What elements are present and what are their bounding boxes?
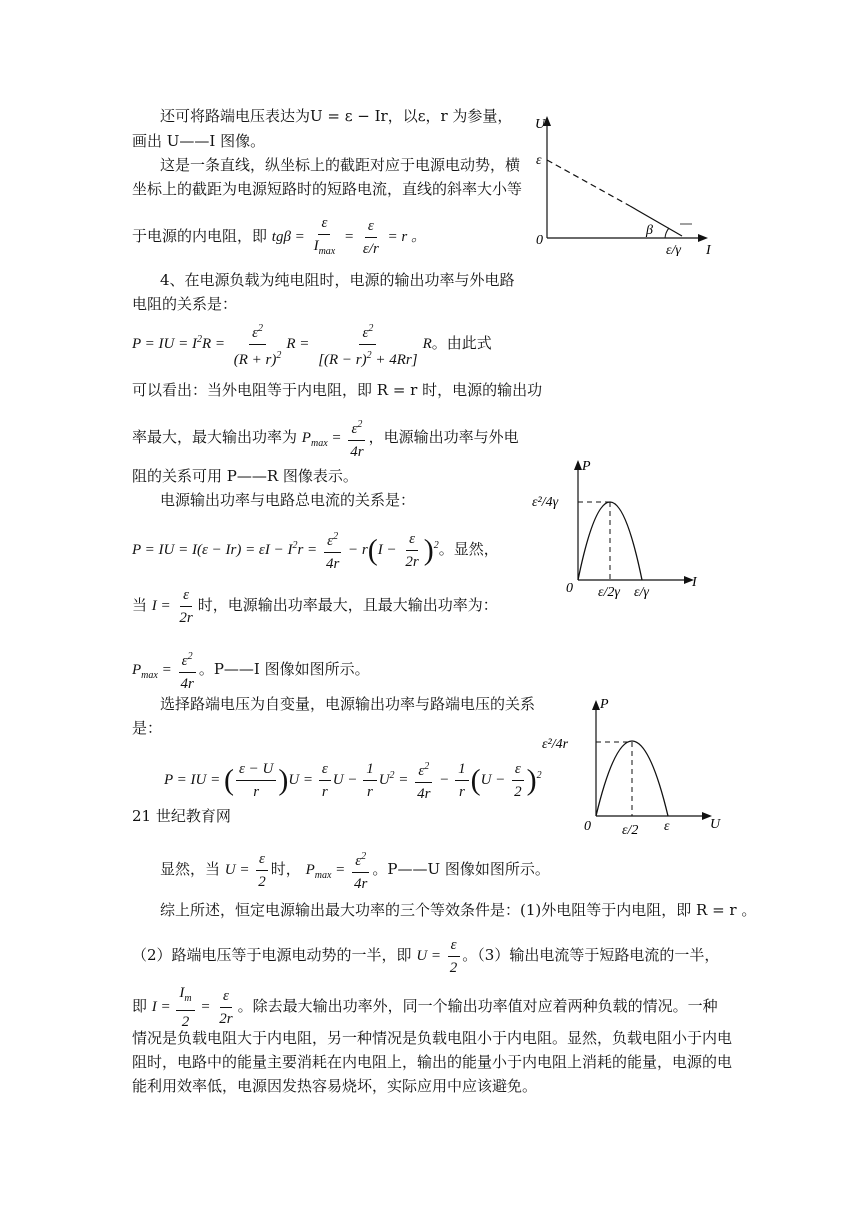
fig1-x-axis-label: I xyxy=(706,243,711,256)
summary-line-2-text: （2）路端电压等于电源电动势的一半，即 xyxy=(132,945,412,964)
fig2-mid: ε/2γ xyxy=(598,585,620,600)
text-line-l: 是： xyxy=(132,719,163,737)
figure-p-u xyxy=(538,694,728,840)
summary-line-6: 能利用效率低，电源因发热容易烧坏，实际应用中应该避免。 xyxy=(132,1077,538,1095)
fig3-peak: ε²/4r xyxy=(542,737,569,752)
formula-p-r: P = IU = $I^2R$ = $\frac{\varepsilon^2}{(R + r)^2}$ R = $\frac{\varepsilon^2}{[(R - r)^2 + 4Rr]}$ R。由此式 xyxy=(132,318,492,371)
fig2-x-axis-label: I xyxy=(692,575,697,590)
intro-line-2: 画出 U——I 图像。 xyxy=(132,132,266,150)
text-line-m: 显然，当 U = $\frac{\varepsilon}{2}$ 时， $P_{max}$ = $\frac{\varepsilon^2}{4r}$ 。P——U 图像如图所示。 xyxy=(160,846,550,895)
fig3-origin: 0 xyxy=(584,819,591,834)
text-line-i-text: 当 xyxy=(132,595,148,614)
p4-line-2: 电阻的关系是： xyxy=(132,295,238,313)
text-line-h-tail: 。显然， xyxy=(438,539,499,558)
summary-line-2: （2）路端电压等于电源电动势的一半，即 U = $\frac{\varepsilon}{2}$ 。（3）输出电流等于短路电流的一半， xyxy=(132,934,719,979)
text-line-c xyxy=(132,212,426,263)
fig3-y-axis-label: P xyxy=(600,697,609,712)
fig2-end: ε/γ xyxy=(634,585,649,600)
p4-line-1: 4、在电源负载为纯电阻时，电源的输出功率与外电路 xyxy=(160,271,515,289)
text-line-d: 可以看出：当外电阻等于内电阻，即 R = r 时，电源的输出功 xyxy=(132,381,543,399)
fig3-mid: ε/2 xyxy=(622,823,639,838)
text-line-m-tail: 。P——U 图像如图所示。 xyxy=(372,859,550,878)
text-line-f: 阻的关系可用 P——R 图像表示。 xyxy=(132,467,358,485)
watermark-text: 21 世纪教育网 xyxy=(132,807,231,825)
fig3-x-axis-label: U xyxy=(710,817,721,832)
intro-line-1: 还可将路端电压表达为U = ε − Ir，以ε，r 为参量， xyxy=(160,107,513,125)
fig2-y-axis-label: P xyxy=(582,459,591,474)
formula-p-i: P = IU = $I(\varepsilon - Ir) = \varepsilon I - I^2r$ = $\frac{\varepsilon^2}{4r}$ − r(I − $\frac{\varepsilon}{2r}$ )$^2$。显然， xyxy=(132,526,499,575)
summary-line-5: 阻时，电路中的能量主要消耗在内电阻上，输出的能量小于内电阻上消耗的能量，电源的电 xyxy=(132,1053,733,1071)
text-line-e-text: 率最大，最大输出功率为 xyxy=(132,427,298,446)
text-line-m-text: 显然，当 xyxy=(160,859,221,878)
text-line-c-text: 于电源的内电阻，即 xyxy=(132,226,268,245)
figure-u-i xyxy=(530,108,720,256)
fig1-origin: 0 xyxy=(536,233,543,248)
summary-line-3-text: 即 xyxy=(132,996,148,1015)
text-line-i: 当 I = $\frac{\varepsilon}{2r}$ 时，电源输出功率最大，且最大输出功率为： xyxy=(132,584,498,629)
summary-line-3-tail: 。除去最大输出功率外，同一个输出功率值对应着两种负载的情况。一种 xyxy=(237,996,718,1015)
fig1-angle: β xyxy=(646,223,653,238)
fig1-x-intercept: ε/γ xyxy=(666,243,681,256)
text-line-g: 电源输出功率与电路总电流的关系是： xyxy=(160,491,416,509)
text-line-j-tail: 。P——I 图像如图所示。 xyxy=(198,659,370,678)
text-line-m-mid: 时， xyxy=(270,859,301,878)
summary-line-4: 情况是负载电阻大于内电阻，另一种情况是负载电阻小于内电阻。显然，负载电阻小于内电 xyxy=(132,1029,733,1047)
summary-line-1: 综上所述，恒定电源输出最大功率的三个等效条件是：(1)外电阻等于内电阻，即 R = r 。 xyxy=(160,901,757,919)
fig2-origin: 0 xyxy=(566,581,573,596)
summary-line-2-tail: 。（3）输出电流等于短路电流的一半， xyxy=(462,945,720,964)
figure-p-i xyxy=(530,452,710,604)
text-line-e: 率最大，最大输出功率为 $P_{max}$ = $\frac{\varepsilon^2}{4r}$ ，电源输出功率与外电 xyxy=(132,414,519,463)
formula-p-u: P = IU = ( $\frac{\varepsilon - U}{r}$ )U = $\frac{\varepsilon}{r}$ U − $\frac{1}{r}$ $U^2$ = $\frac{\varepsilon^2}{4r}$ − $\frac{1}{r}$ (U − $\frac{\varepsilon}{2}$ )$^2$ xyxy=(164,756,542,805)
summary-line-3: 即 I = $\frac{I_m}{2}$ = $\frac{\varepsilon}{2r}$ 。除去最大输出功率外，同一个输出功率值对应着两种负载的情况。一种 xyxy=(132,982,718,1033)
fig1-y-axis-label: U xyxy=(535,117,546,132)
text-line-a: 这是一条直线，纵坐标上的截距对应于电源电动势，横 xyxy=(160,156,521,174)
text-line-j: $P_{max}$ = $\frac{\varepsilon^2}{4r}$ 。P——I 图像如图所示。 xyxy=(132,646,370,695)
text-line-b: 坐标上的截距为电源短路时的短路电流，直线的斜率大小等 xyxy=(132,180,523,198)
text-line-k: 选择路端电压为自变量，电源输出功率与路端电压的关系 xyxy=(160,695,536,713)
text-line-i-tail: 时，电源输出功率最大，且最大输出功率为： xyxy=(197,595,498,614)
fig3-end: ε xyxy=(664,819,670,834)
text-line-e-tail: ，电源输出功率与外电 xyxy=(368,427,519,446)
fig2-peak: ε²/4γ xyxy=(532,495,559,510)
p4-tail: 。由此式 xyxy=(431,333,492,352)
fig1-y-intercept: ε xyxy=(536,153,542,168)
formula-tg-beta: tgβ = ε $I_{max}$ = $\frac{\varepsilon}{\varepsilon/r}$ = r 。 xyxy=(272,229,426,245)
